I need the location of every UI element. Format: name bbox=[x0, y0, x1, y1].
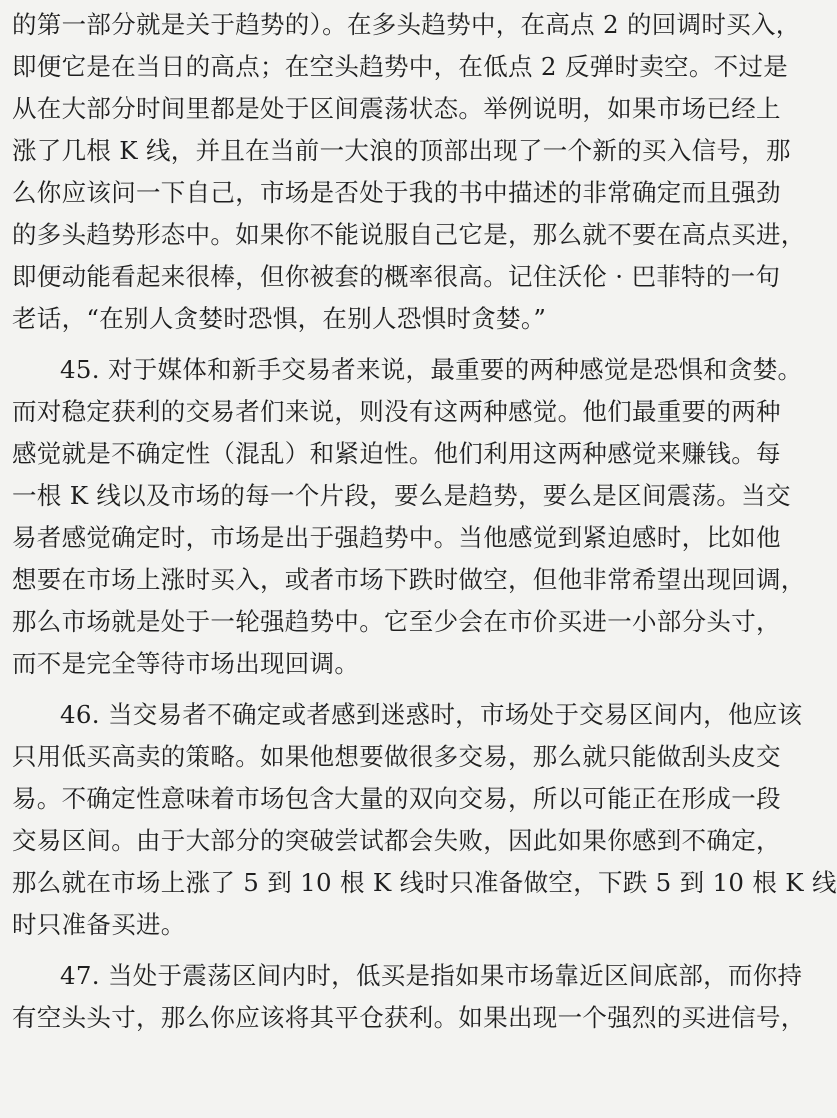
text-line: 45. 对于媒体和新手交易者来说，最重要的两种感觉是恐惧和贪婪。 bbox=[60, 355, 803, 384]
text-line: 么你应该问一下自己，市场是否处于我的书中描述的非常确定而且强劲 bbox=[12, 178, 781, 207]
paragraph-46 bbox=[12, 694, 837, 946]
text-line: 老话，“在别人贪婪时恐惧，在别人恐惧时贪婪。” bbox=[12, 304, 547, 333]
text-line: 而不是完全等待市场出现回调。 bbox=[12, 649, 360, 678]
paragraph-gap bbox=[12, 946, 750, 955]
text-line: 时只准备买进。 bbox=[12, 910, 186, 939]
text-line: 易。不确定性意味着市场包含大量的双向交易，所以可能正在形成一段 bbox=[12, 784, 781, 813]
text-line: 的多头趋势形态中。如果你不能说服自己它是，那么就不要在高点买进， bbox=[12, 220, 806, 249]
text-line: 46. 当交易者不确定或者感到迷惑时，市场处于交易区间内，他应该 bbox=[60, 700, 803, 729]
text-line: 那么市场就是处于一轮强趋势中。它至少会在市价买进一小部分头寸， bbox=[12, 607, 781, 636]
text-line: 即便动能看起来很棒，但你被套的概率很高。记住沃伦 · 巴菲特的一句 bbox=[12, 262, 781, 291]
paragraph-gap bbox=[12, 685, 750, 694]
text-line: 交易区间。由于大部分的突破尝试都会失败，因此如果你感到不确定， bbox=[12, 826, 781, 855]
text-line: 涨了几根 K 线，并且在当前一大浪的顶部出现了一个新的买入信号，那 bbox=[12, 136, 791, 165]
text-line: 47. 当处于震荡区间内时，低买是指如果市场靠近区间底部，而你持 bbox=[60, 961, 803, 990]
paragraph-gap bbox=[12, 340, 750, 349]
text-line: 感觉就是不确定性（混乱）和紧迫性。他们利用这两种感觉来赚钱。每 bbox=[12, 439, 781, 468]
text-line: 的第一部分就是关于趋势的）。在多头趋势中，在高点 2 的回调时买入， bbox=[12, 10, 801, 39]
paragraph-continuation bbox=[12, 4, 806, 340]
text-line: 想要在市场上涨时买入，或者市场下跌时做空，但他非常希望出现回调， bbox=[12, 565, 806, 594]
text-line: 即便它是在当日的高点；在空头趋势中，在低点 2 反弹时卖空。不过是 bbox=[12, 52, 789, 81]
text-line: 一根 K 线以及市场的每一个片段，要么是趋势，要么是区间震荡。当交 bbox=[12, 481, 791, 510]
paragraph-45 bbox=[12, 349, 806, 685]
text-line: 易者感觉确定时，市场是出于强趋势中。当他感觉到紧迫感时，比如他 bbox=[12, 523, 781, 552]
text-line: 那么就在市场上涨了 5 到 10 根 K 线时只准备做空，下跌 5 到 10 根 K 线 bbox=[12, 868, 837, 897]
text-line: 有空头头寸，那么你应该将其平仓获利。如果出现一个强烈的买进信号， bbox=[12, 1003, 806, 1032]
text-line: 而对稳定获利的交易者们来说，则没有这两种感觉。他们最重要的两种 bbox=[12, 397, 781, 426]
text-line: 从在大部分时间里都是处于区间震荡状态。举例说明，如果市场已经上 bbox=[12, 94, 781, 123]
paragraph-47 bbox=[12, 955, 806, 1039]
text-line: 只用低买高卖的策略。如果他想要做很多交易，那么就只能做刮头皮交 bbox=[12, 742, 781, 771]
